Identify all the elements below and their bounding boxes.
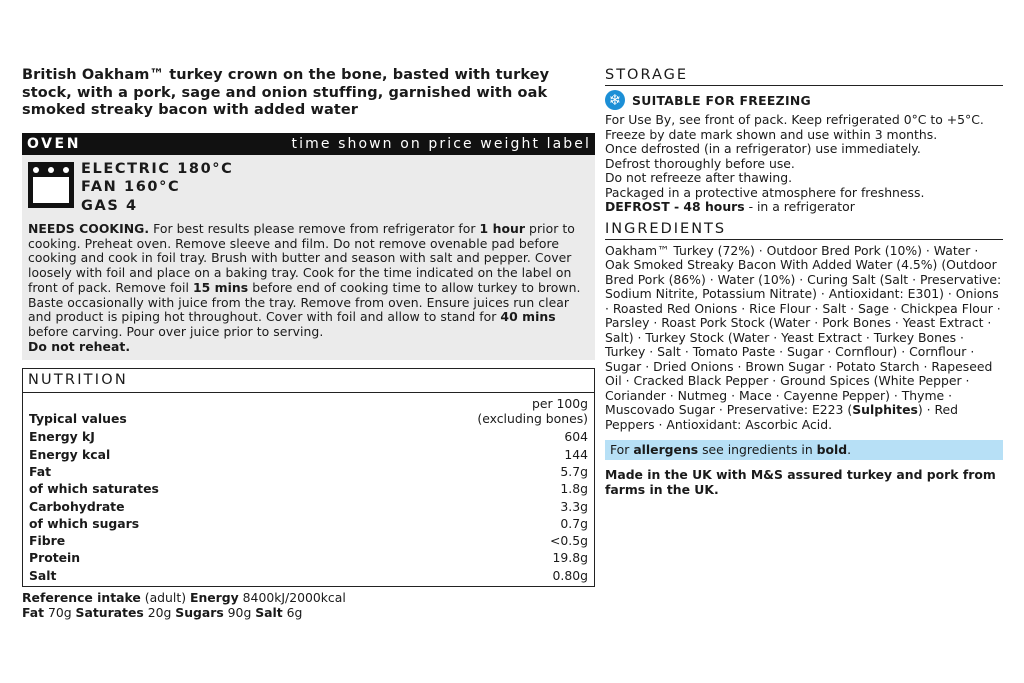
ingredient-segment: Oakham™ Turkey (72%) · Outdoor Bred Pork (10%) · Water · Oak Smoked Streaky Bacon With Added Water (4.5%) (Outdoor Bred Pork (86%) · Water (10%) · Curing Salt (Salt · Preservative: Sodium Nitrite, Potassium Nitrate) · Antioxidant: E301) · Onions · Roasted Red Onions · Rice Flour · Salt · Sage · Chickpea Flour · Parsley · Roast Pork Stock (Water · Pork Bones · Yeast Extract · Salt) · Turkey Stock (Water · Yeast Extract · Turkey Bones · Turkey · Salt · Tomato Paste · Sugar · Cornflour) · Cornflour · Sugar · Dried Onions · Brown Sugar · Potato Starch · Rapeseed Oil · Cracked Black Pepper · Ground Spices (White Pepper · Coriander · Nutmeg · Mace · Cayenne Pepper) · Thyme · Muscovado Sugar · Preservative: E223 (: [605, 242, 1002, 417]
oven-section: [22, 133, 595, 361]
nutrition-title: NUTRITION: [23, 369, 594, 393]
nutrient-label: of which sugars: [29, 515, 140, 531]
nutrient-value: 604: [564, 429, 588, 445]
defrost-time: DEFROST - 48 hours: [605, 199, 745, 214]
instruction-segment: prior to cooking. Preheat oven. Remove sleeve and film. Do not remove ovenable pad before cooking and cook in foil tray. Brush with butter and season with salt and pepper. Cover loosely with foil and place on a baking tray. Cook for the time indicated on the label on front of pack. Remove foil: [28, 221, 575, 295]
reference-segment: 90g: [223, 604, 256, 620]
reference-segment: Saturates: [75, 604, 144, 620]
nutrition-row: [29, 515, 588, 532]
oven-title: OVEN: [27, 135, 82, 152]
oven-icon: [28, 162, 74, 208]
nutrient-label: Energy kJ: [29, 429, 95, 445]
typical-values-label: Typical values: [29, 411, 127, 427]
reference-segment: Fat: [22, 604, 45, 620]
nutrition-row: [29, 532, 588, 549]
per-100g-label: per 100g: [531, 396, 588, 412]
storage-line: Do not refreeze after thawing.: [605, 170, 793, 185]
product-description: British Oakham™ turkey crown on the bone, basted with turkey stock, with a pork, sage and onion stuffing, garnished with oak smoked streaky bacon with added water: [22, 67, 550, 118]
oven-temperatures: [28, 162, 589, 216]
instruction-segment: 15 mins: [192, 279, 249, 295]
nutrition-header-row: [29, 396, 588, 426]
nutrient-value: 5.7g: [560, 463, 588, 479]
reference-segment: (adult): [140, 590, 190, 605]
nutrition-rows: [29, 428, 588, 584]
nutrient-label: Energy kcal: [29, 446, 111, 462]
defrost-method: - in a refrigerator: [744, 199, 855, 214]
ingredient-segment: ) · Red Peppers · Antioxidant: Ascorbic Acid.: [605, 402, 959, 432]
nutrient-value: 0.7g: [560, 515, 588, 531]
reference-segment: 70g: [44, 604, 76, 620]
instruction-segment: before carving. Pour over juice prior to serving.: [28, 323, 324, 339]
reference-segment: Salt: [255, 604, 283, 620]
nutrition-row: [29, 480, 588, 497]
storage-line: For Use By, see front of pack. Keep refrigerated 0°C to +5°C.: [605, 112, 984, 127]
nutrient-label: of which saturates: [29, 481, 159, 497]
made-in-statement: Made in the UK with M&S assured turkey and pork from farms in the UK.: [605, 467, 996, 497]
reference-segment: 6g: [282, 604, 303, 620]
reference-segment: Sugars: [175, 604, 224, 620]
cooking-instructions-text: [28, 221, 581, 339]
allergen-segment: For: [610, 442, 634, 457]
right-column: [605, 67, 1003, 497]
nutrient-value: 19.8g: [552, 550, 588, 566]
suitable-for-freezing: [605, 90, 1003, 110]
reference-intake: [22, 591, 595, 620]
nutrient-value: 144: [564, 446, 588, 462]
storage-line: Freeze by date mark shown and use within 3 months.: [605, 126, 938, 142]
storage-line: Packaged in a protective atmosphere for freshness.: [605, 184, 925, 200]
nutrition-row: [29, 498, 588, 515]
instruction-segment: NEEDS COOKING.: [28, 221, 150, 236]
nutrient-label: Salt: [29, 567, 57, 583]
instruction-segment: 1 hour: [479, 221, 526, 236]
reference-segment: 8400kJ/2000kcal: [238, 590, 346, 605]
reference-segment: 20g: [143, 604, 176, 620]
nutrition-row: [29, 446, 588, 463]
temp-gas: GAS 4: [81, 197, 138, 214]
storage-instructions: [605, 113, 1003, 215]
nutrition-row: [29, 567, 588, 584]
defrost-line: [605, 200, 1003, 215]
oven-time-note: time shown on price weight label: [291, 135, 591, 152]
storage-title: STORAGE: [605, 67, 1003, 86]
instruction-segment: before end of cooking time to allow turkey to brown. Baste occasionally with juice from the tray. Remove from oven. Ensure juices run clear and product is piping hot throughout. Cover with foil and allow to stand for: [28, 279, 581, 325]
storage-line: Defrost thoroughly before use.: [605, 155, 795, 171]
nutrient-value: <0.5g: [550, 533, 588, 549]
nutrition-row: [29, 549, 588, 566]
ingredient-segment: Sulphites: [852, 402, 918, 417]
left-column: [22, 67, 595, 620]
reference-segment: Reference intake: [22, 590, 141, 605]
ingredients-list: [605, 244, 1003, 433]
snowflake-icon: ❄: [605, 90, 625, 110]
instruction-segment: 40 mins: [500, 309, 556, 325]
allergen-notice: [605, 440, 1003, 460]
cooking-instructions: [28, 222, 589, 354]
nutrient-value: 0.80g: [552, 567, 588, 583]
ingredients-title: INGREDIENTS: [605, 221, 1003, 240]
nutrition-table: [22, 368, 595, 587]
do-not-reheat: Do not reheat.: [28, 338, 131, 354]
nutrient-value: 3.3g: [560, 498, 588, 514]
instruction-segment: For best results please remove from refrigerator for: [149, 221, 480, 236]
allergen-segment: bold: [816, 442, 848, 457]
nutrient-value: 1.8g: [560, 481, 588, 497]
storage-line: Once defrosted (in a refrigerator) use immediately.: [605, 141, 921, 156]
allergen-segment: allergens: [633, 442, 699, 457]
excluding-bones-label: (excluding bones): [477, 411, 588, 427]
oven-header: [22, 133, 595, 155]
nutrient-label: Fat: [29, 463, 52, 479]
nutrient-label: Protein: [29, 550, 81, 566]
freezing-label: SUITABLE FOR FREEZING: [632, 92, 812, 108]
nutrition-row: [29, 463, 588, 480]
nutrient-label: Fibre: [29, 533, 66, 549]
temp-electric: ELECTRIC 180°C: [81, 160, 234, 177]
reference-segment: Energy: [189, 590, 239, 605]
temp-fan: FAN 160°C: [81, 179, 181, 195]
allergen-segment: see ingredients in: [698, 442, 817, 457]
nutrition-row: [29, 428, 588, 445]
nutrient-label: Carbohydrate: [29, 498, 125, 514]
oven-instructions-box: [22, 155, 595, 361]
allergen-segment: .: [847, 442, 852, 457]
